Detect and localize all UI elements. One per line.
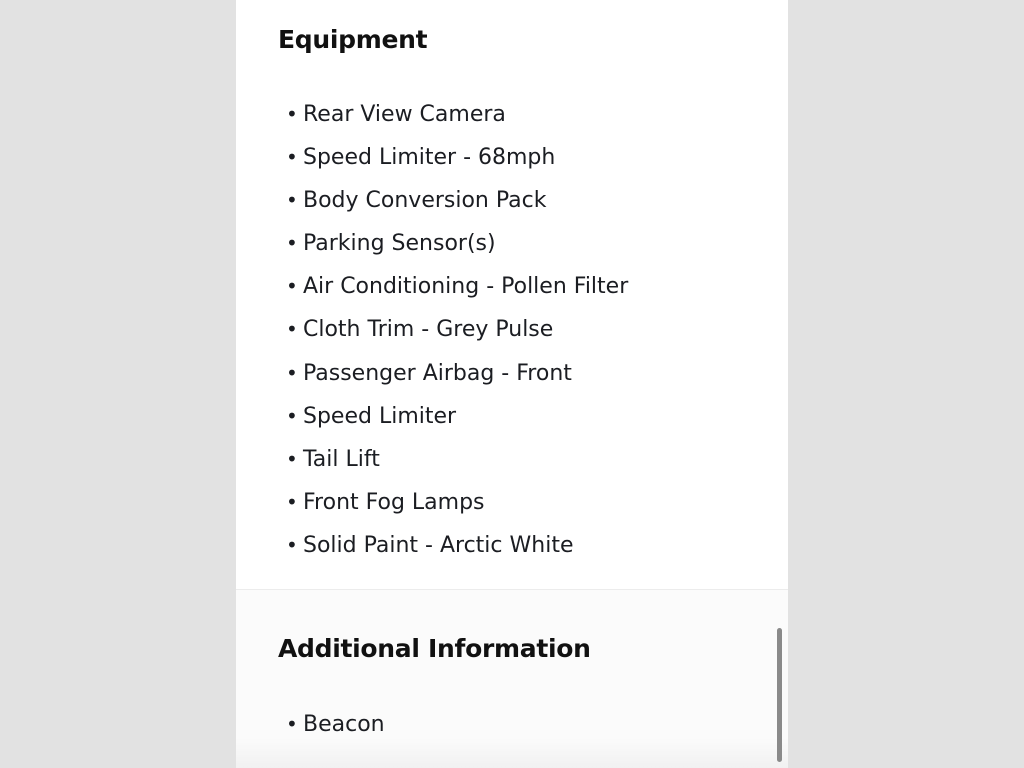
equipment-heading: Equipment: [278, 25, 428, 54]
bullet-icon: •: [286, 274, 298, 299]
bullet-icon: •: [286, 360, 298, 385]
bullet-icon: •: [286, 231, 298, 256]
list-item: [286, 395, 628, 438]
equipment-item-label: Rear View Camera: [303, 102, 506, 127]
bullet-icon: •: [286, 403, 298, 428]
equipment-item-label: Speed Limiter - 68mph: [303, 145, 556, 171]
equipment-item-label: Solid Paint - Arctic White: [303, 532, 574, 558]
scrollbar-thumb[interactable]: [777, 628, 782, 762]
list-item: [286, 93, 628, 136]
equipment-list: [286, 93, 628, 567]
listing-detail-panel: [236, 0, 788, 768]
equipment-item-label: Air Conditioning - Pollen Filter: [303, 274, 629, 300]
additional-item-label: Beacon: [303, 712, 385, 737]
list-item: [286, 438, 628, 481]
list-item: [286, 179, 628, 222]
list-item: [286, 222, 628, 265]
bullet-icon: •: [286, 317, 298, 342]
bottom-fade: [236, 738, 788, 768]
equipment-item-label: Front Fog Lamps: [303, 489, 485, 515]
bullet-icon: •: [286, 102, 298, 126]
equipment-section: [236, 0, 788, 589]
equipment-item-label: Parking Sensor(s): [303, 231, 496, 257]
list-item: [286, 308, 628, 351]
equipment-item-label: Body Conversion Pack: [303, 188, 547, 214]
equipment-item-label: Passenger Airbag - Front: [303, 360, 572, 386]
equipment-item-label: Speed Limiter: [303, 403, 457, 429]
list-item: [286, 352, 628, 395]
bullet-icon: •: [286, 188, 298, 213]
bullet-icon: •: [286, 712, 298, 736]
equipment-item-label: Tail Lift: [303, 446, 380, 472]
bullet-icon: •: [286, 532, 298, 557]
list-item: [286, 265, 628, 308]
list-item: [286, 136, 628, 179]
list-item: [286, 481, 628, 524]
equipment-item-label: Cloth Trim - Grey Pulse: [303, 317, 554, 343]
bullet-icon: •: [286, 446, 298, 471]
additional-information-heading: Additional Information: [278, 634, 591, 663]
bullet-icon: •: [286, 145, 298, 170]
list-item: [286, 524, 628, 567]
bullet-icon: •: [286, 489, 298, 514]
